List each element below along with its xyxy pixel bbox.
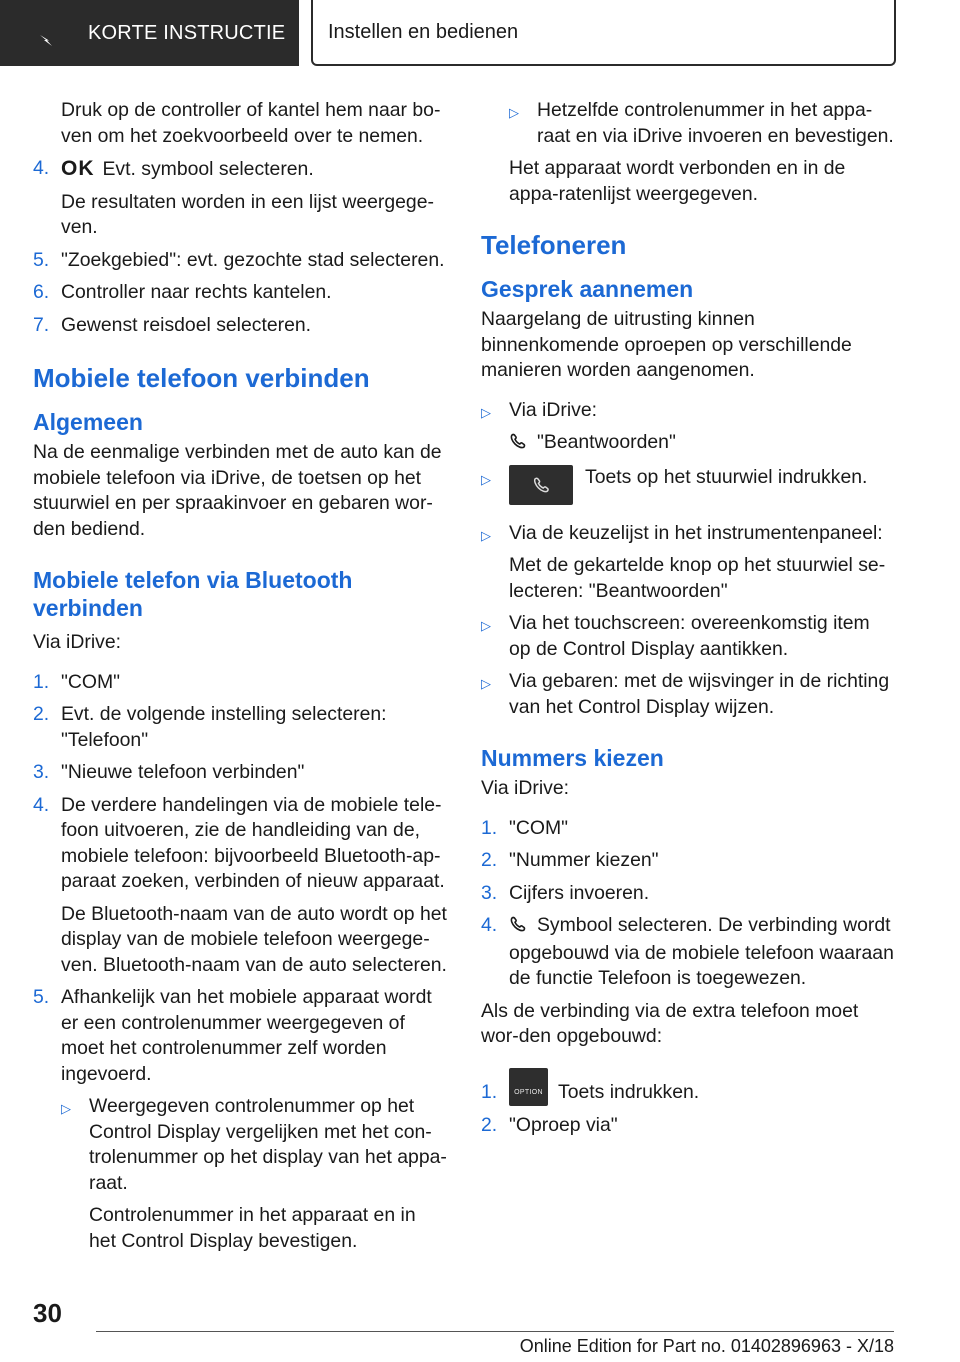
list-text: Evt. de volgende instelling selecteren: "Telefoon" bbox=[61, 703, 387, 751]
paragraph: Als de verbinding via de extra telefoon moet wor-den opgebouwd: bbox=[481, 999, 859, 1047]
bullet-text: Via de keuzelijst in het instrumentenpaneel: bbox=[509, 521, 883, 544]
list-number: 1. bbox=[481, 816, 498, 839]
list-number: 4. bbox=[33, 793, 50, 816]
tab-instellen-en-bedienen[interactable] bbox=[311, 0, 896, 66]
section-heading: Telefoneren bbox=[481, 230, 627, 260]
phone-icon bbox=[509, 915, 529, 941]
list-item bbox=[33, 985, 447, 1261]
tab-korte-instructie[interactable] bbox=[0, 0, 299, 66]
paragraph: Na de eenmalige verbinden met de auto kan de mobiele telefoon via iDrive, de toetsen op het stuurwiel en per spraakinvoer en gebaren wor-den bediend. bbox=[33, 441, 442, 540]
list-number: 6. bbox=[33, 281, 50, 303]
list-text: Evt. symbool selecteren. bbox=[102, 158, 314, 180]
triangle-bullet-icon: ▷ bbox=[509, 105, 519, 120]
list-item bbox=[33, 793, 447, 979]
bullet-item bbox=[481, 98, 895, 149]
triangle-bullet-icon: ▷ bbox=[61, 1101, 71, 1116]
bullet-text: Hetzelfde controlenummer in het appa-raat en via iDrive invoeren en bevestigen. bbox=[537, 99, 894, 147]
list-number: 1. bbox=[481, 1080, 498, 1103]
list-item bbox=[33, 760, 447, 786]
list-item bbox=[481, 816, 895, 842]
list-number: 4. bbox=[33, 157, 50, 179]
bullet-item bbox=[481, 611, 895, 662]
list-text: Controller naar rechts kantelen. bbox=[61, 281, 332, 303]
list-number: 3. bbox=[481, 881, 498, 904]
list-text: Symbool selecteren. De verbinding wordt opgebouwd via de mobiele telefoon waaraan de functie Telefoon is toegewezen. bbox=[509, 914, 894, 989]
list-text: "COM" bbox=[509, 816, 569, 839]
list-subtext: De resultaten worden in een lijst weergege-ven. bbox=[61, 190, 434, 238]
list-text: "COM" bbox=[61, 670, 121, 693]
section-heading: Mobiele telefoon verbinden bbox=[33, 363, 370, 393]
list-text: Afhankelijk van het mobiele apparaat wordt er een controlenummer weergegeven of moet het controlenummer zelf worden ingevoerd. bbox=[61, 986, 432, 1085]
tab-instellen-label: Instellen en bedienen bbox=[328, 20, 519, 43]
footer-edition: Online Edition for Part no. 01402896963 - X/18 bbox=[519, 1336, 894, 1356]
list-item bbox=[481, 1113, 895, 1139]
paragraph: Naargelang de uitrusting kinnen binnenkomende oproepen op verschillende manieren worden aangenomen. bbox=[481, 308, 852, 381]
bullet-text: Toets op het stuurwiel indrukken. bbox=[585, 465, 868, 488]
option-button-label: OPTION bbox=[514, 1088, 543, 1096]
page-header bbox=[0, 0, 960, 66]
bullet-subtext: "Beantwoorden" bbox=[537, 431, 676, 453]
list-item bbox=[481, 1068, 895, 1106]
paragraph: Via iDrive: bbox=[33, 631, 122, 653]
paragraph: Het apparaat wordt verbonden en in de appa-ratenlijst weergegeven. bbox=[509, 157, 846, 205]
list-number: 5. bbox=[33, 986, 50, 1008]
triangle-bullet-icon: ▷ bbox=[481, 527, 491, 543]
subsection-heading: Nummers kiezen bbox=[481, 745, 664, 771]
list-item bbox=[33, 248, 447, 274]
tab-korte-instructie-label: KORTE INSTRUCTIE bbox=[88, 21, 286, 44]
left-column bbox=[33, 98, 447, 1268]
phone-icon bbox=[509, 432, 529, 458]
list-subtext: De Bluetooth-naam van de auto wordt op het display van de mobiele telefoon weergege-ven. Bluetooth-naam van de auto selecteren. bbox=[61, 902, 447, 976]
list-number: 2. bbox=[481, 849, 498, 871]
list-number: 2. bbox=[33, 703, 50, 725]
list-text: "Nieuwe telefoon verbinden" bbox=[61, 761, 305, 783]
triangle-bullet-icon: ▷ bbox=[481, 471, 491, 487]
bullet-text: Weergegeven controlenummer op het Control Display vergelijken met het con-trolenummer op het display van het appa-raat. bbox=[89, 1095, 447, 1194]
list-number: 7. bbox=[33, 313, 50, 336]
steering-wheel-phone-button-image bbox=[509, 465, 573, 505]
bullet-item bbox=[481, 669, 895, 720]
list-number: 1. bbox=[33, 670, 50, 693]
bullet-text: Via gebaren: met de wijsvinger in de richting van het Control Display wijzen. bbox=[509, 670, 890, 718]
bullet-item bbox=[481, 398, 895, 458]
list-item bbox=[33, 313, 447, 339]
triangle-bullet-icon: ▷ bbox=[481, 618, 491, 633]
triangle-bullet-icon: ▷ bbox=[481, 404, 491, 420]
list-number: 4. bbox=[481, 914, 498, 936]
paragraph: Druk op de controller of kantel hem naar bo-ven om het zoekvoorbeeld over te nemen. bbox=[61, 99, 441, 147]
list-item bbox=[481, 848, 895, 874]
list-item bbox=[481, 913, 895, 992]
flash-icon bbox=[38, 30, 54, 53]
bullet-subtext: Controlenummer in het apparaat en in het Control Display bevestigen. bbox=[89, 1204, 416, 1252]
list-text: Gewenst reisdoel selecteren. bbox=[61, 313, 312, 336]
ok-icon: OK bbox=[61, 157, 95, 180]
bullet-item bbox=[481, 465, 895, 505]
subsection-heading: Mobiele telefon via Bluetooth verbinden bbox=[33, 567, 353, 621]
subsection-heading: Gesprek aannemen bbox=[481, 276, 694, 302]
right-column bbox=[481, 98, 895, 1145]
bullet-subtext: Met de gekartelde knop op het stuurwiel se-lecteren: "Beantwoorden" bbox=[509, 554, 886, 602]
list-number: 5. bbox=[33, 248, 50, 271]
list-text: "Zoekgebied": evt. gezochte stad selecteren. bbox=[61, 248, 445, 271]
list-text: Cijfers invoeren. bbox=[509, 881, 650, 904]
triangle-bullet-icon: ▷ bbox=[481, 676, 491, 691]
list-text: Toets indrukken. bbox=[558, 1081, 700, 1103]
option-button-image bbox=[509, 1068, 548, 1106]
list-number: 2. bbox=[481, 1113, 498, 1136]
list-text: "Oproep via" bbox=[509, 1113, 618, 1136]
bullet-text: Via iDrive: bbox=[509, 398, 598, 421]
list-item bbox=[33, 670, 447, 696]
footer-divider bbox=[96, 1331, 894, 1332]
bullet-item bbox=[61, 1094, 447, 1254]
paragraph: Via iDrive: bbox=[481, 777, 570, 799]
bullet-item bbox=[481, 521, 895, 605]
list-text: "Nummer kiezen" bbox=[509, 849, 659, 871]
list-number: 3. bbox=[33, 761, 50, 783]
list-item bbox=[33, 156, 447, 241]
list-item bbox=[33, 702, 447, 753]
list-item bbox=[33, 280, 447, 306]
page-number: 30 bbox=[33, 1298, 62, 1328]
bullet-text: Via het touchscreen: overeenkomstig item op de Control Display aantikken. bbox=[509, 612, 870, 660]
subsection-heading: Algemeen bbox=[33, 409, 143, 435]
list-text: De verdere handelingen via de mobiele tele-foon uitvoeren, zie de handleiding van de, mobiele telefoon: bijvoorbeeld Bluetooth-ap-paraat zoeken, verbinden of nieuw apparaat. bbox=[61, 793, 445, 892]
list-item bbox=[481, 881, 895, 907]
